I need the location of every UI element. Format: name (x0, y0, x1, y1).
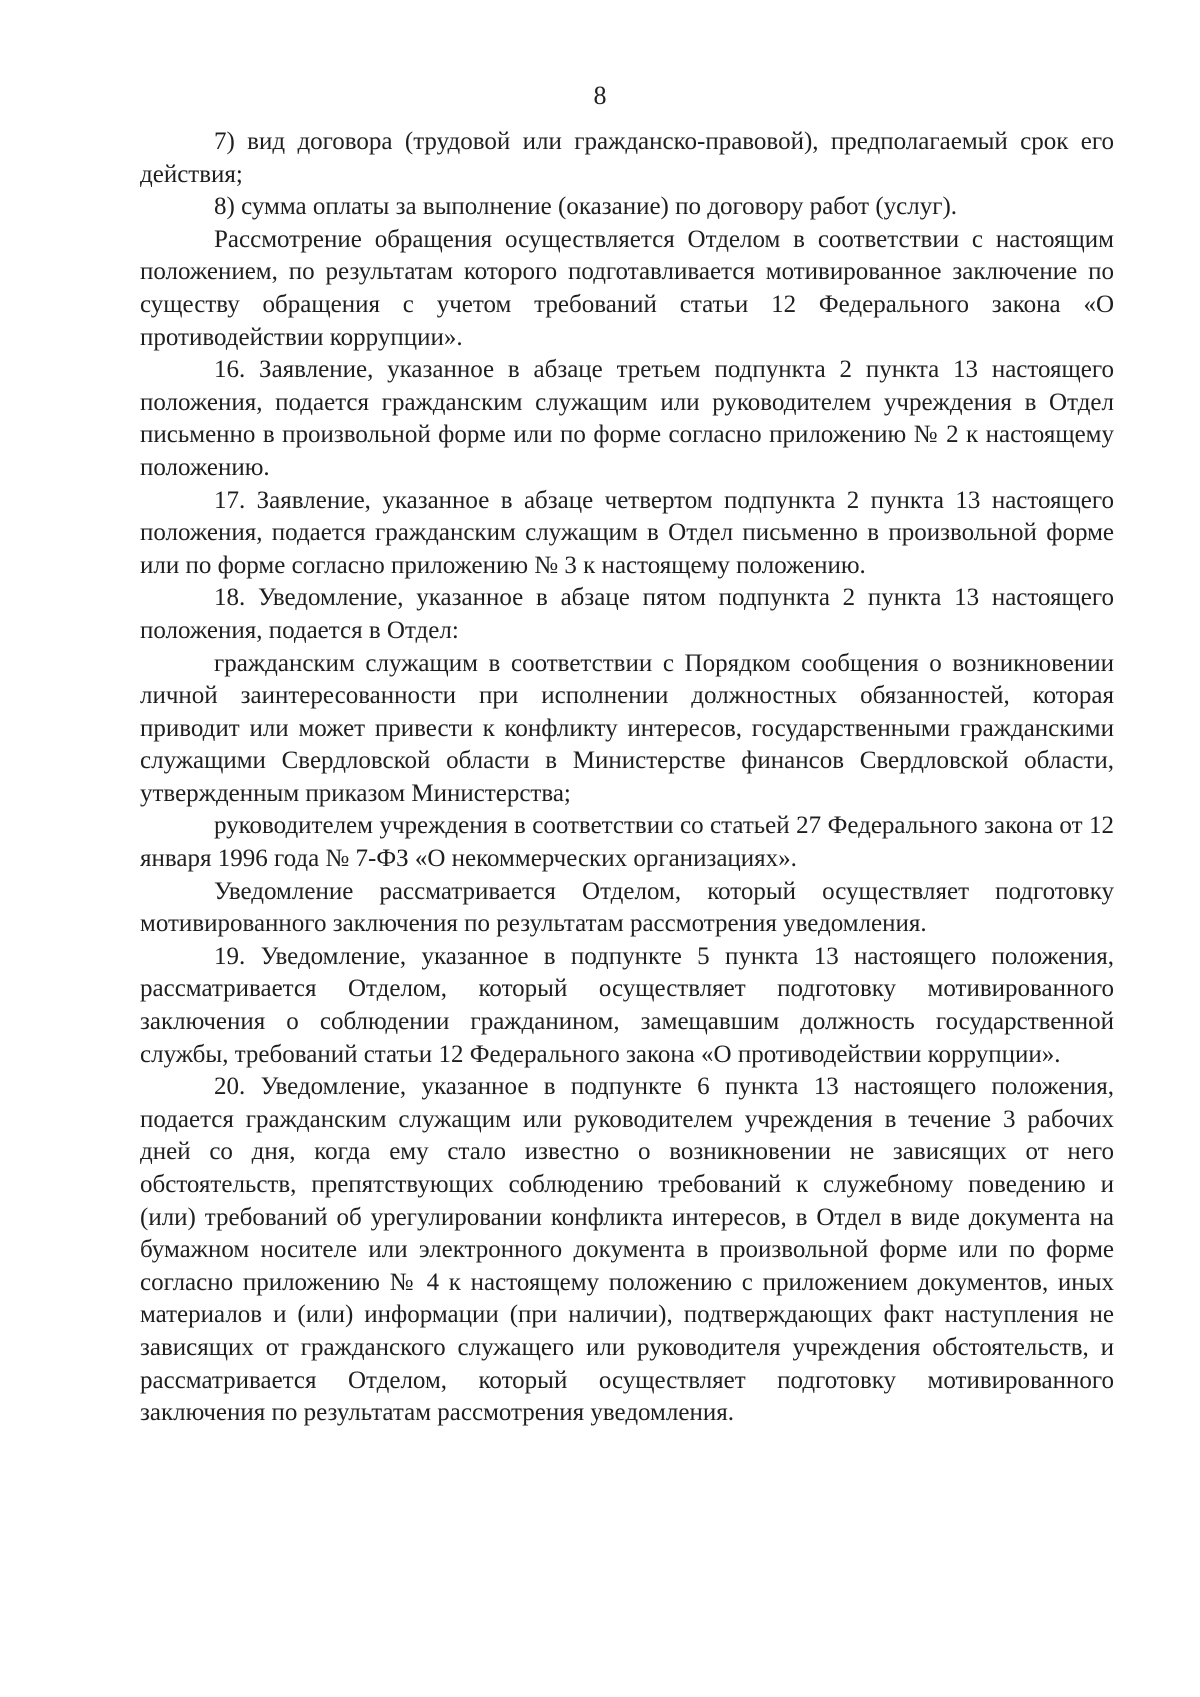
paragraph-review-of-appeal: Рассмотрение обращения осуществляется Отделом в соответствии с настоящим положением, по результатам которого подготавливается мотивированное заключение по существу обращения с учетом требований статьи 12 Федерального закона «О противодействии коррупции». (140, 225, 1114, 351)
paragraph-item-8: 8) сумма оплаты за выполнение (оказание) по договору работ (услуг). (214, 193, 958, 221)
paragraph-civil-servant-procedure: гражданским служащим в соответствии с Порядком сообщения о возникновении личной заинтересованности при исполнении должностных обязанностей, которая приводит или может привести к конфликту интересов, государственными гражданскими служащими Свердловской области в Министерстве финансов Свердловской области, утвержденным приказом Министерства; (140, 649, 1114, 807)
document-body (140, 126, 1114, 1430)
paragraph-institution-head: руководителем учреждения в соответствии со статьей 27 Федерального закона от 12 января 1996 года № 7-ФЗ «О некоммерческих организациях». (140, 812, 1114, 873)
paragraph-clause-20: 20. Уведомление, указанное в подпункте 6 пункта 13 настоящего положения, подается гражданским служащим или руководителем учреждения в течение 3 рабочих дней со дня, когда ему стало известно о возникновении не зависящих от него обстоятельств, препятствующих соблюдению требований к служебному поведению и (или) требований об урегулировании конфликта интересов, в Отдел в виде документа на бумажном носителе или электронного документа в произвольной форме или по форме согласно приложению № 4 к настоящему положению с приложением документов, иных материалов и (или) информации (при наличии), подтверждающих факт наступления не зависящих от гражданского служащего или руководителя учреждения обстоятельств, и рассматривается Отделом, который осуществляет подготовку мотивированного заключения по результатам рассмотрения уведомления. (140, 1073, 1114, 1427)
paragraph-clause-18: 18. Уведомление, указанное в абзаце пятом подпункта 2 пункта 13 настоящего положения, подается в Отдел: (140, 584, 1114, 644)
paragraph-clause-19: 19. Уведомление, указанное в подпункте 5 пункта 13 настоящего положения, рассматривается Отделом, который осуществляет подготовку мотивированного заключения о соблюдении гражданином, замещавшим должность государственной службы, требований статьи 12 Федерального закона «О противодействии коррупции». (140, 942, 1114, 1068)
page-number: 8 (593, 81, 607, 110)
paragraph-item-7: 7) вид договора (трудовой или гражданско-правовой), предполагаемый срок его действия; (140, 128, 1114, 188)
paragraph-clause-16: 16. Заявление, указанное в абзаце третьем подпункта 2 пункта 13 настоящего положения, подается гражданским служащим или руководителем учреждения в Отдел письменно в произвольной форме или по форме согласно приложению № 2 к настоящему положению. (140, 356, 1114, 481)
paragraph-notification-review: Уведомление рассматривается Отделом, который осуществляет подготовку мотивированного заключения по результатам рассмотрения уведомления. (140, 877, 1114, 938)
paragraph-clause-17: 17. Заявление, указанное в абзаце четвертом подпункта 2 пункта 13 настоящего положения, подается гражданским служащим в Отдел письменно в произвольной форме или по форме согласно приложению № 3 к настоящему положению. (140, 486, 1114, 579)
